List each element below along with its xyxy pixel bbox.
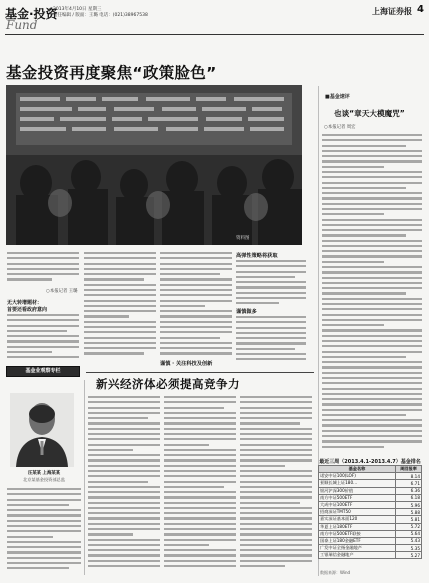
column-header-box [6,366,80,377]
ranking-table-title: 最近三周（2013.4.1-2013.4.7）基金排名 [319,459,421,465]
lead-col2-body [84,252,156,358]
ranking-table [318,465,422,559]
author-photo [10,393,74,467]
article2-title: 新兴经济体必须提高竞争力 [96,377,240,391]
photo-caption: 资料图 [236,236,250,241]
masthead: 上海证券报 [372,6,412,16]
fund-name-cell: 诺安中证100(LOF) [319,473,396,480]
table-header-name: 基金名称 [319,466,396,473]
lead-col4-head: 高弹性策略将获取 [236,253,278,259]
article2-col1-body [88,396,160,570]
author-title: 北京某基金投资部总监 [23,477,65,482]
header-rule [5,34,424,35]
lead-col3-body [160,252,232,358]
fund-name-cell: 大成中证100ETF [319,501,396,508]
lead-col3-head: 谨慎 · 关注科技及创新 [160,361,213,367]
table-row [319,480,422,487]
lead-col4-head2: 谨慎做多 [236,309,257,315]
lead-col4-body2 [236,316,306,364]
table-row [319,501,422,508]
fund-name-cell: 南方中证500ETF [319,494,396,501]
table-row [319,516,422,523]
fund-name-cell: 景顺长城上证180... [319,480,396,487]
lead-col4-body [236,260,306,308]
lead-subhead-a: 无大转增题材： [7,300,43,306]
fund-name-cell: 嘉实深证基本面120 [319,516,396,523]
table-source: 数据来源：Wind [320,570,351,575]
return-cell: 5.27 [396,552,422,559]
table-row [319,523,422,530]
table-row [319,494,422,501]
return-cell: 6.18 [396,494,422,501]
author-name: 汪某某 上海某某 [27,471,61,476]
fund-name-cell: 南方中证500ETF联接 [319,530,396,537]
table-row [319,537,422,544]
table-row [319,545,422,552]
return-cell: 5.72 [396,523,422,530]
return-cell: 5.43 [396,537,422,544]
section-title: 基金·投资 [5,7,58,21]
fund-name-cell: 国泰上证180金融ETF [319,537,396,544]
lead-byline: ○本报记者 王璐 [46,289,78,294]
return-cell: 5.96 [396,501,422,508]
fund-name-cell: 华夏上证180ETF [319,523,396,530]
return-cell: 5.64 [396,530,422,537]
table-row [319,487,422,494]
ranking-table-body [319,473,422,559]
table-row [319,473,422,480]
lead-col1-body [7,314,79,362]
section-subtitle: Fund [6,18,38,32]
fund-name-cell: 招商深证TMT50 [319,509,396,516]
column-header-label: 基金业观察专栏 [25,368,61,374]
table-header-return: 周回报率 [396,466,422,473]
page-header [5,4,424,34]
right-column-body [322,134,422,451]
market-photo [6,85,302,245]
market-photo-image [6,85,302,245]
return-cell: 6.36 [396,487,422,494]
return-cell: 5.35 [396,545,422,552]
return-cell: 8.14 [396,473,422,480]
fund-name-cell: 银河沪深300价值 [319,487,396,494]
editor-line: 责任编辑 / 版面：王璐 电话：(021)38967538 [53,13,148,18]
return-cell: 5.88 [396,509,422,516]
fund-name-cell: 广发中证全指金融地产 [319,545,396,552]
table-row [319,552,422,559]
column-body [7,488,81,573]
table-row [319,509,422,516]
return-cell: 5.81 [396,516,422,523]
main-headline: 基金投资再度聚焦“政策脸色” [6,64,217,82]
article2-col2-body [164,396,236,570]
table-header-row [319,466,422,473]
right-column-byline: ○本报记者 周宏 [324,125,356,130]
right-column-tag: ■基金速评 [325,94,350,100]
page-number: 4 [417,4,424,15]
author-portrait-image [10,393,74,467]
table-row [319,530,422,537]
article2-col3-body [240,396,312,570]
fund-name-cell: 工银瑞信金融地产 [319,552,396,559]
date-line: 2013年4月10日 星期三 [53,7,102,12]
return-cell: 6.71 [396,480,422,487]
lead-intro-lines [7,252,79,284]
article2-top-rule [86,372,314,373]
column-separator [84,380,85,575]
right-column-title: 也谈“章天大模魔咒” [334,109,405,118]
lead-subhead-b: 首要还看政府意向 [7,307,48,313]
